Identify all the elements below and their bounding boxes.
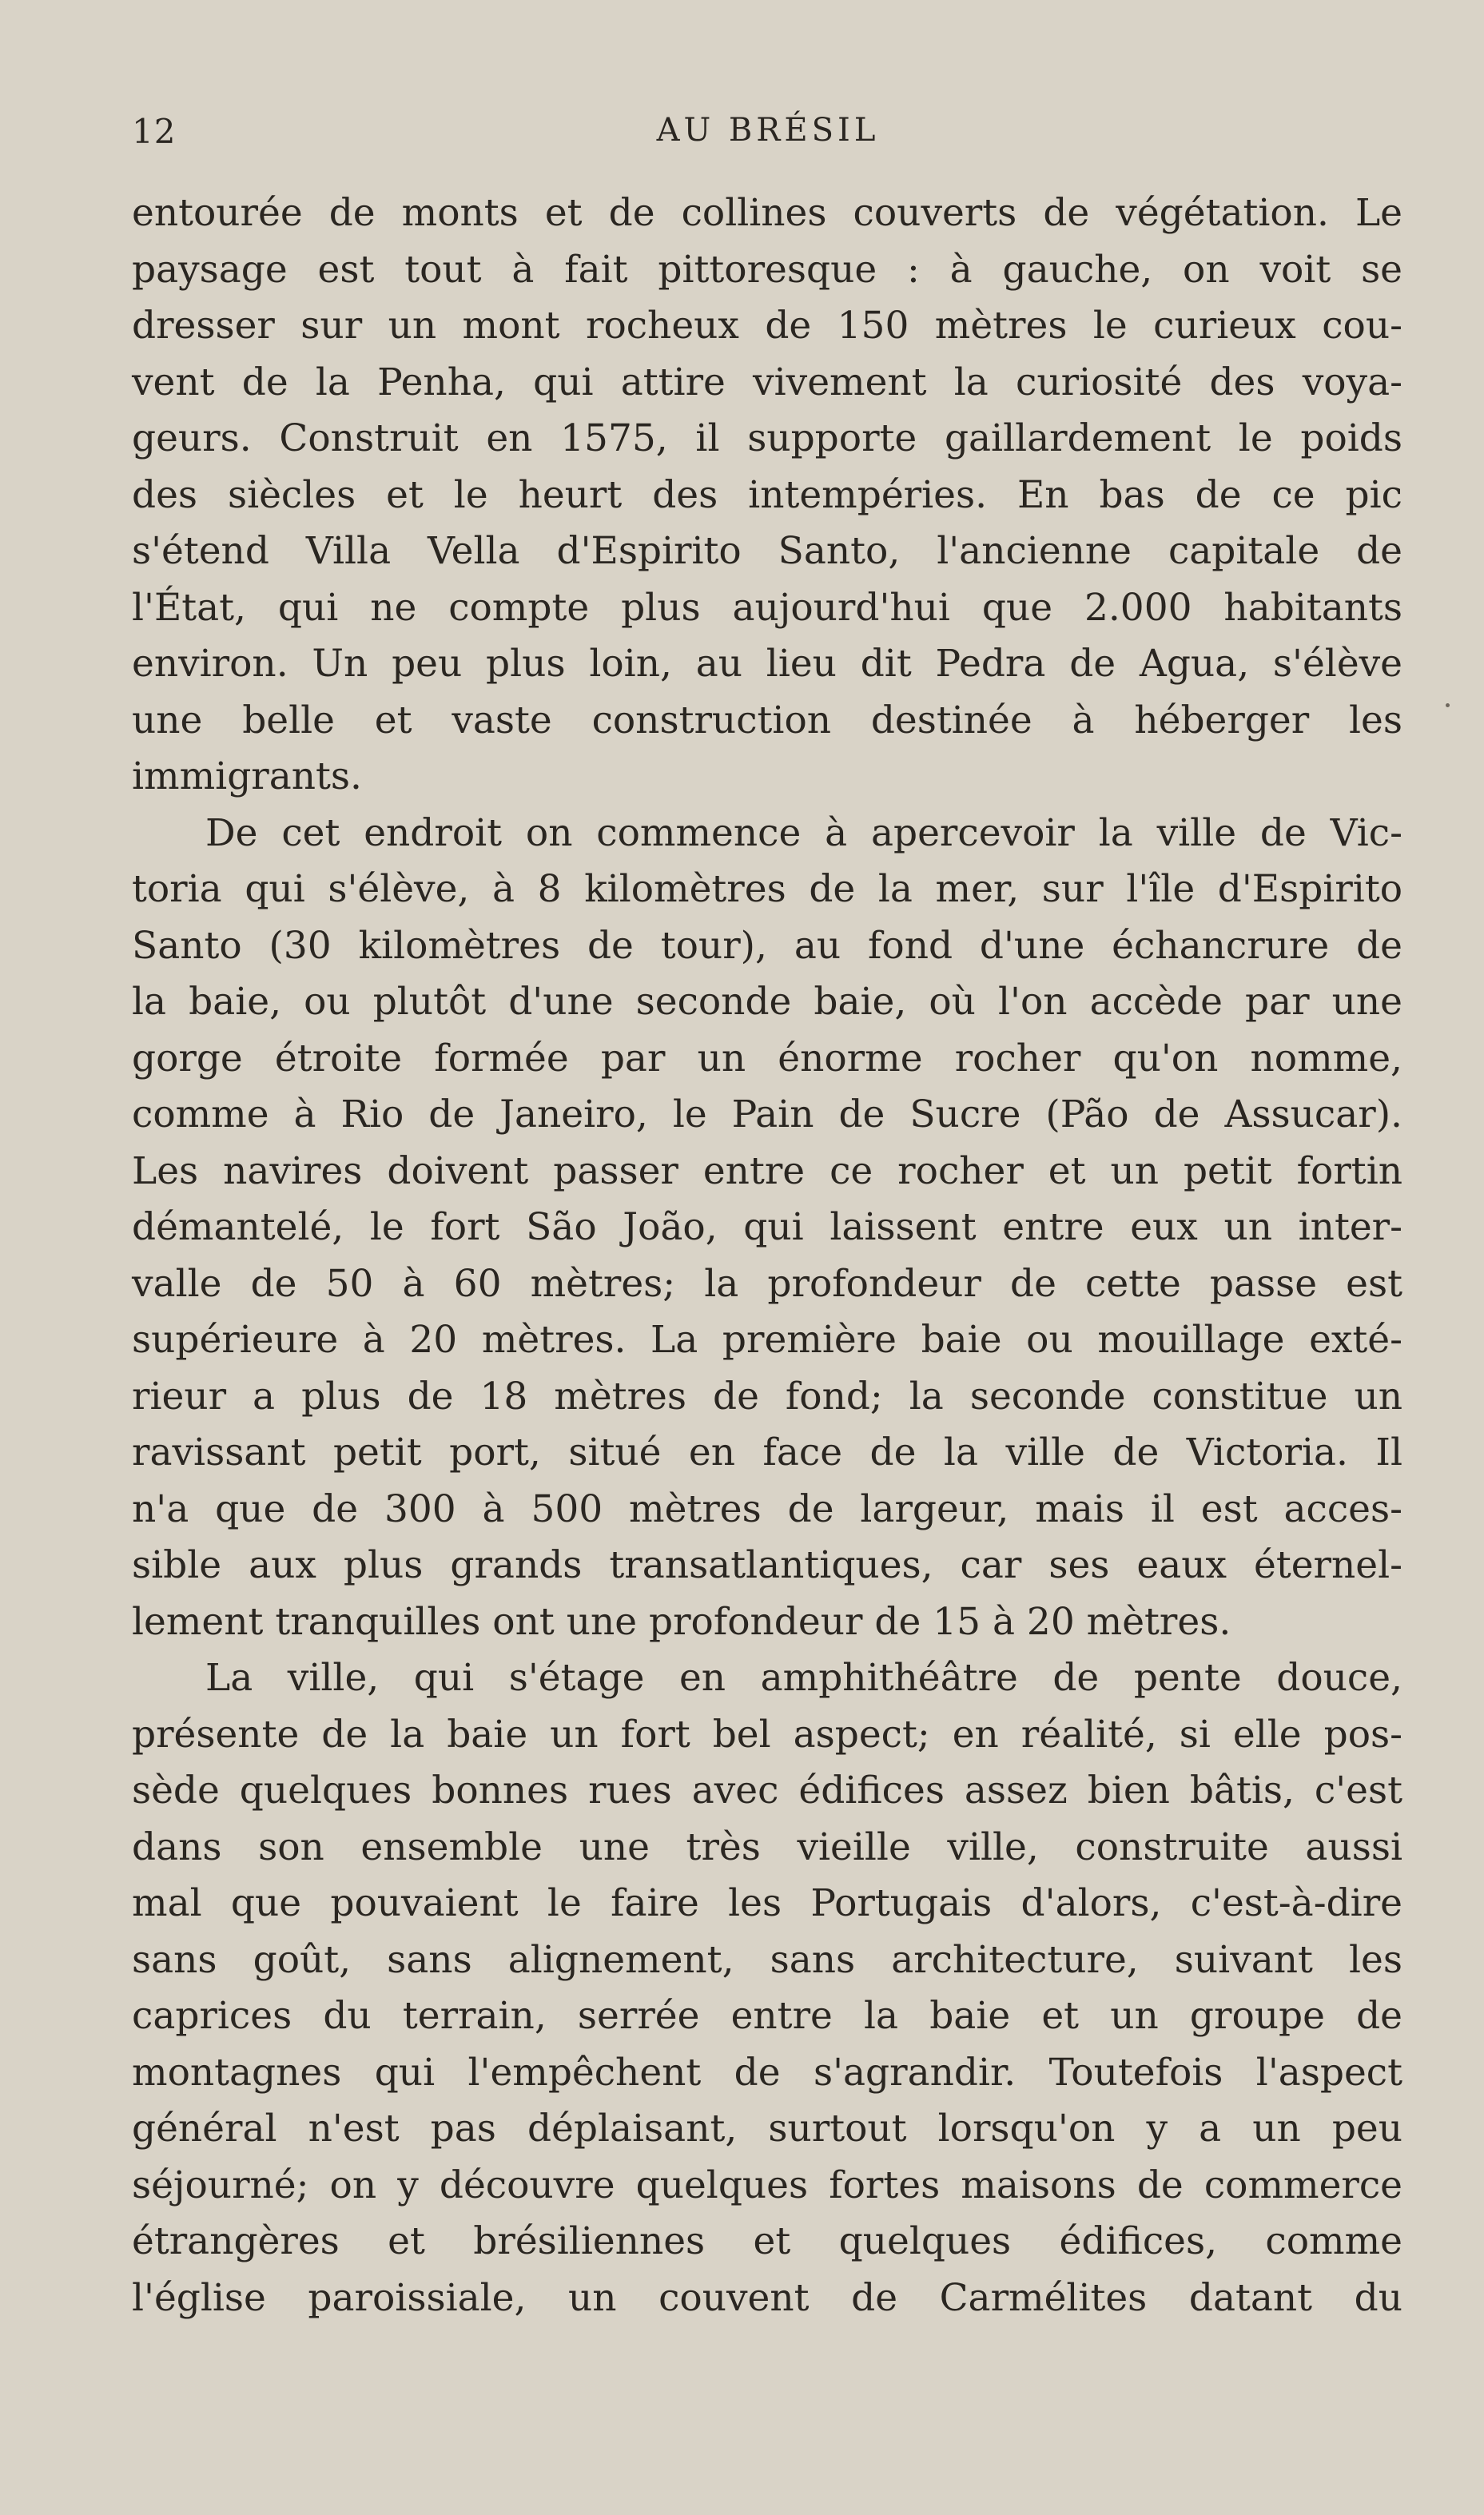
text-line: s'étend Villa Vella d'Espirito Santo, l'ancienne capitale de [132, 529, 1402, 573]
text-line: vent de la Penha, qui attire vivement la curiosité des voya- [132, 360, 1402, 404]
text-line: des siècles et le heurt des intempéries. En bas de ce pic [132, 472, 1402, 517]
text-line: ravissant petit port, situé en face de la ville de Victoria. Il [132, 1431, 1402, 1474]
text-line: caprices du terrain, serrée entre la baie et un groupe de [132, 1994, 1402, 2038]
text-line: l'église paroissiale, un couvent de Carmélites datant du [132, 2275, 1402, 2320]
text-line: la baie, ou plutôt d'une seconde baie, où l'on accède par une [132, 980, 1402, 1024]
text-line: entourée de monts et de collines couverts de végétation. Le [132, 191, 1402, 235]
text-line: une belle et vaste construction destinée à héberger les [132, 698, 1402, 742]
body-text [132, 185, 1402, 2326]
text-line: dans son ensemble une très vieille ville, construite aussi [132, 1825, 1402, 1869]
text-line: environ. Un peu plus loin, au lieu dit Pedra de Agua, s'élève [132, 642, 1402, 686]
text-line: présente de la baie un fort bel aspect; en réalité, si elle pos- [132, 1712, 1402, 1757]
text-line: sède quelques bonnes rues avec édifices assez bien bâtis, c'est [132, 1769, 1402, 1813]
text-line: général n'est pas déplaisant, surtout lorsqu'on y a un peu [132, 2107, 1402, 2151]
page-header [132, 112, 1404, 160]
text-line: Santo (30 kilomètres de tour), au fond d'une échancrure de [132, 923, 1402, 968]
text-line: Les navires doivent passer entre ce rocher et un petit fortin [132, 1148, 1402, 1193]
text-line: mal que pouvaient le faire les Portugais d'alors, c'est-à-dire [132, 1881, 1402, 1925]
paragraph-start-line: La ville, qui s'étage en amphithéâtre de pente douce, [205, 1656, 1402, 1700]
text-line: étrangères et brésiliennes et quelques édifices, comme [132, 2219, 1402, 2263]
text-line: l'État, qui ne compte plus aujourd'hui que 2.000 habitants [132, 585, 1402, 630]
paragraph-start-line: De cet endroit on commence à apercevoir la ville de Vic- [205, 810, 1402, 855]
text-line: geurs. Construit en 1575, il supporte gaillardement le poids [132, 416, 1402, 460]
page-number: 12 [132, 112, 177, 151]
text-line: n'a que de 300 à 500 mètres de largeur, mais il est acces- [132, 1486, 1402, 1531]
text-line: dresser sur un mont rocheux de 150 mètres le curieux cou- [132, 304, 1402, 348]
text-line: gorge étroite formée par un énorme rocher qu'on nomme, [132, 1036, 1402, 1080]
text-line: rieur a plus de 18 mètres de fond; la seconde constitue un [132, 1374, 1402, 1419]
text-line: immigrants. [132, 754, 362, 798]
text-line: comme à Rio de Janeiro, le Pain de Sucre (Pão de Assucar). [132, 1092, 1402, 1136]
paper-speck [1446, 703, 1450, 707]
text-line: démantelé, le fort São João, qui laissent entre eux un inter- [132, 1205, 1402, 1249]
text-line: séjourné; on y découvre quelques fortes maisons de commerce [132, 2163, 1402, 2207]
text-line: sible aux plus grands transatlantiques, car ses eaux éternel- [132, 1543, 1402, 1587]
text-line: paysage est tout à fait pittoresque : à gauche, on voit se [132, 247, 1402, 292]
running-title: AU BRÉSIL [656, 112, 880, 149]
text-line: lement tranquilles ont une profondeur de 15 à 20 mètres. [132, 1599, 1231, 1644]
text-line: sans goût, sans alignement, sans architecture, suivant les [132, 1937, 1402, 1982]
text-line: montagnes qui l'empêchent de s'agrandir. Toutefois l'aspect [132, 2050, 1402, 2095]
text-line: valle de 50 à 60 mètres; la profondeur de cette passe est [132, 1261, 1402, 1306]
text-line: toria qui s'élève, à 8 kilomètres de la mer, sur l'île d'Espirito [132, 867, 1402, 911]
text-line: supérieure à 20 mètres. La première baie ou mouillage exté- [132, 1318, 1402, 1362]
